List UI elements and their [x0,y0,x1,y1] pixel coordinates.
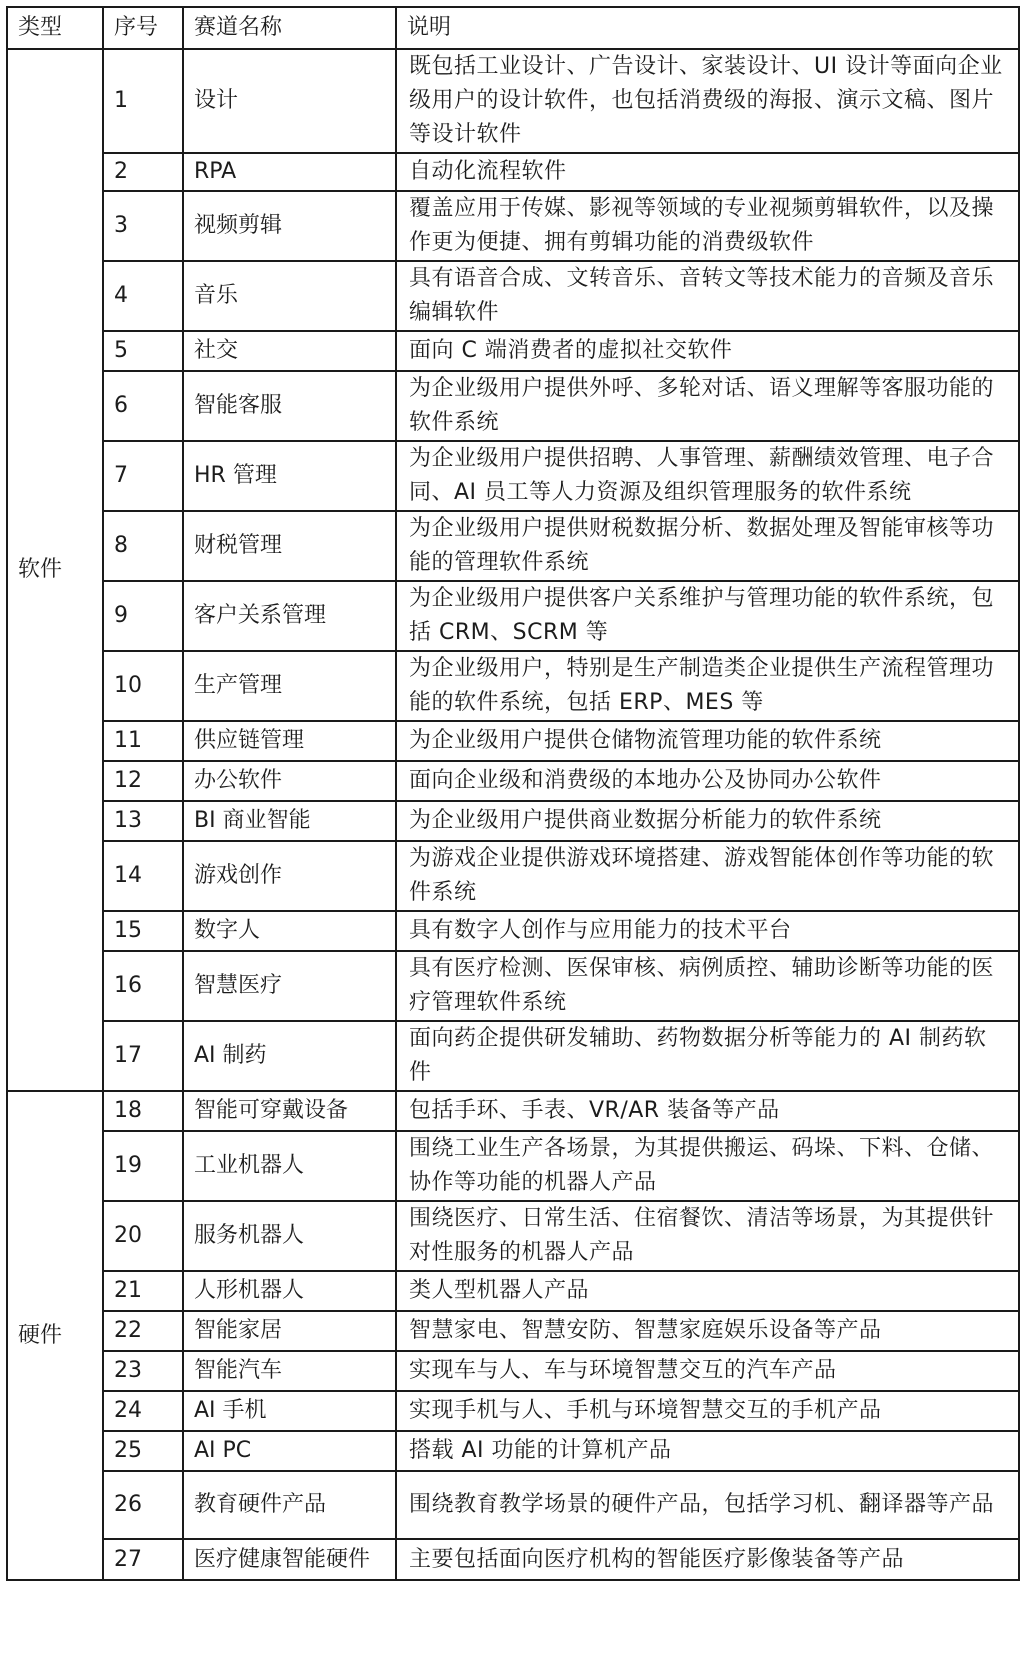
description-cell: 围绕医疗、日常生活、住宿餐饮、清洁等场景，为其提供针对性服务的机器人产品 [396,1201,1019,1271]
row-number-cell: 18 [103,1091,183,1131]
track-name-cell: 工业机器人 [183,1131,396,1201]
table-row [7,1131,1019,1201]
table-row [7,651,1019,721]
description-cell: 具有数字人创作与应用能力的技术平台 [396,911,1019,951]
description-cell: 覆盖应用于传媒、影视等领域的专业视频剪辑软件，以及操作更为便捷、拥有剪辑功能的消费级软件 [396,191,1019,261]
description-cell: 搭载 AI 功能的计算机产品 [396,1431,1019,1471]
description-cell: 为游戏企业提供游戏环境搭建、游戏智能体创作等功能的软件系统 [396,841,1019,911]
table-row [7,1311,1019,1351]
row-number-cell: 2 [103,153,183,191]
track-name-cell: 供应链管理 [183,721,396,761]
table-row [7,1271,1019,1311]
track-name-cell: 智能汽车 [183,1351,396,1391]
track-name-cell: 设计 [183,49,396,153]
row-number-cell: 1 [103,49,183,153]
row-number-cell: 16 [103,951,183,1021]
description-cell: 包括手环、手表、VR/AR 装备等产品 [396,1091,1019,1131]
table-row [7,1431,1019,1471]
row-number-cell: 14 [103,841,183,911]
row-number-cell: 4 [103,261,183,331]
row-number-cell: 9 [103,581,183,651]
track-name-cell: HR 管理 [183,441,396,511]
table-row [7,153,1019,191]
row-number-cell: 21 [103,1271,183,1311]
category-cell: 软件 [7,49,103,1091]
table-row [7,191,1019,261]
table-row [7,841,1019,911]
row-number-cell: 23 [103,1351,183,1391]
row-number-cell: 11 [103,721,183,761]
table-row [7,581,1019,651]
track-table [6,6,1020,1581]
track-name-cell: 智能客服 [183,371,396,441]
row-number-cell: 20 [103,1201,183,1271]
row-number-cell: 5 [103,331,183,371]
description-cell: 围绕工业生产各场景，为其提供搬运、码垛、下料、仓储、协作等功能的机器人产品 [396,1131,1019,1201]
category-cell: 硬件 [7,1091,103,1580]
header-number: 序号 [103,7,183,49]
description-cell: 类人型机器人产品 [396,1271,1019,1311]
description-cell: 为企业级用户，特别是生产制造类企业提供生产流程管理功能的软件系统，包括 ERP、MES 等 [396,651,1019,721]
track-name-cell: 数字人 [183,911,396,951]
table-row [7,1471,1019,1539]
track-name-cell: 办公软件 [183,761,396,801]
table-row [7,761,1019,801]
description-cell: 为企业级用户提供仓储物流管理功能的软件系统 [396,721,1019,761]
description-cell: 为企业级用户提供外呼、多轮对话、语义理解等客服功能的软件系统 [396,371,1019,441]
table-body [7,49,1019,1580]
track-name-cell: AI 手机 [183,1391,396,1431]
row-number-cell: 7 [103,441,183,511]
track-name-cell: 智能家居 [183,1311,396,1351]
description-cell: 为企业级用户提供财税数据分析、数据处理及智能审核等功能的管理软件系统 [396,511,1019,581]
description-cell: 实现车与人、车与环境智慧交互的汽车产品 [396,1351,1019,1391]
description-cell: 为企业级用户提供客户关系维护与管理功能的软件系统，包括 CRM、SCRM 等 [396,581,1019,651]
row-number-cell: 17 [103,1021,183,1091]
description-cell: 自动化流程软件 [396,153,1019,191]
track-name-cell: 生产管理 [183,651,396,721]
row-number-cell: 19 [103,1131,183,1201]
track-name-cell: 人形机器人 [183,1271,396,1311]
row-number-cell: 15 [103,911,183,951]
table-row [7,1539,1019,1580]
row-number-cell: 3 [103,191,183,261]
description-cell: 为企业级用户提供商业数据分析能力的软件系统 [396,801,1019,841]
description-cell: 具有医疗检测、医保审核、病例质控、辅助诊断等功能的医疗管理软件系统 [396,951,1019,1021]
table-row [7,1201,1019,1271]
track-name-cell: 客户关系管理 [183,581,396,651]
description-cell: 面向企业级和消费级的本地办公及协同办公软件 [396,761,1019,801]
track-name-cell: 服务机器人 [183,1201,396,1271]
description-cell: 既包括工业设计、广告设计、家装设计、UI 设计等面向企业级用户的设计软件，也包括消费级的海报、演示文稿、图片等设计软件 [396,49,1019,153]
row-number-cell: 8 [103,511,183,581]
table-row [7,801,1019,841]
header-description: 说明 [396,7,1019,49]
description-cell: 面向药企提供研发辅助、药物数据分析等能力的 AI 制药软件 [396,1021,1019,1091]
header-type: 类型 [7,7,103,49]
table-row [7,371,1019,441]
track-name-cell: 智能可穿戴设备 [183,1091,396,1131]
description-cell: 智慧家电、智慧安防、智慧家庭娱乐设备等产品 [396,1311,1019,1351]
row-number-cell: 25 [103,1431,183,1471]
table-row [7,49,1019,153]
row-number-cell: 26 [103,1471,183,1539]
track-name-cell: 视频剪辑 [183,191,396,261]
row-number-cell: 12 [103,761,183,801]
table-row [7,1351,1019,1391]
track-name-cell: AI PC [183,1431,396,1471]
row-number-cell: 24 [103,1391,183,1431]
description-cell: 为企业级用户提供招聘、人事管理、薪酬绩效管理、电子合同、AI 员工等人力资源及组织管理服务的软件系统 [396,441,1019,511]
table-header-row [7,7,1019,49]
table-row [7,911,1019,951]
row-number-cell: 13 [103,801,183,841]
track-name-cell: BI 商业智能 [183,801,396,841]
table-row [7,441,1019,511]
description-cell: 实现手机与人、手机与环境智慧交互的手机产品 [396,1391,1019,1431]
track-name-cell: 社交 [183,331,396,371]
row-number-cell: 27 [103,1539,183,1580]
track-name-cell: 游戏创作 [183,841,396,911]
description-cell: 围绕教育教学场景的硬件产品，包括学习机、翻译器等产品 [396,1471,1019,1539]
description-cell: 主要包括面向医疗机构的智能医疗影像装备等产品 [396,1539,1019,1580]
track-name-cell: AI 制药 [183,1021,396,1091]
description-cell: 具有语音合成、文转音乐、音转文等技术能力的音频及音乐编辑软件 [396,261,1019,331]
table-row [7,261,1019,331]
track-name-cell: 智慧医疗 [183,951,396,1021]
row-number-cell: 10 [103,651,183,721]
description-cell: 面向 C 端消费者的虚拟社交软件 [396,331,1019,371]
track-name-cell: 医疗健康智能硬件 [183,1539,396,1580]
track-name-cell: 音乐 [183,261,396,331]
table-row [7,951,1019,1021]
row-number-cell: 6 [103,371,183,441]
table-row [7,1091,1019,1131]
track-name-cell: 财税管理 [183,511,396,581]
table-row [7,721,1019,761]
row-number-cell: 22 [103,1311,183,1351]
table-row [7,331,1019,371]
table-row [7,511,1019,581]
track-name-cell: RPA [183,153,396,191]
table-row [7,1021,1019,1091]
table-row [7,1391,1019,1431]
track-name-cell: 教育硬件产品 [183,1471,396,1539]
header-track-name: 赛道名称 [183,7,396,49]
